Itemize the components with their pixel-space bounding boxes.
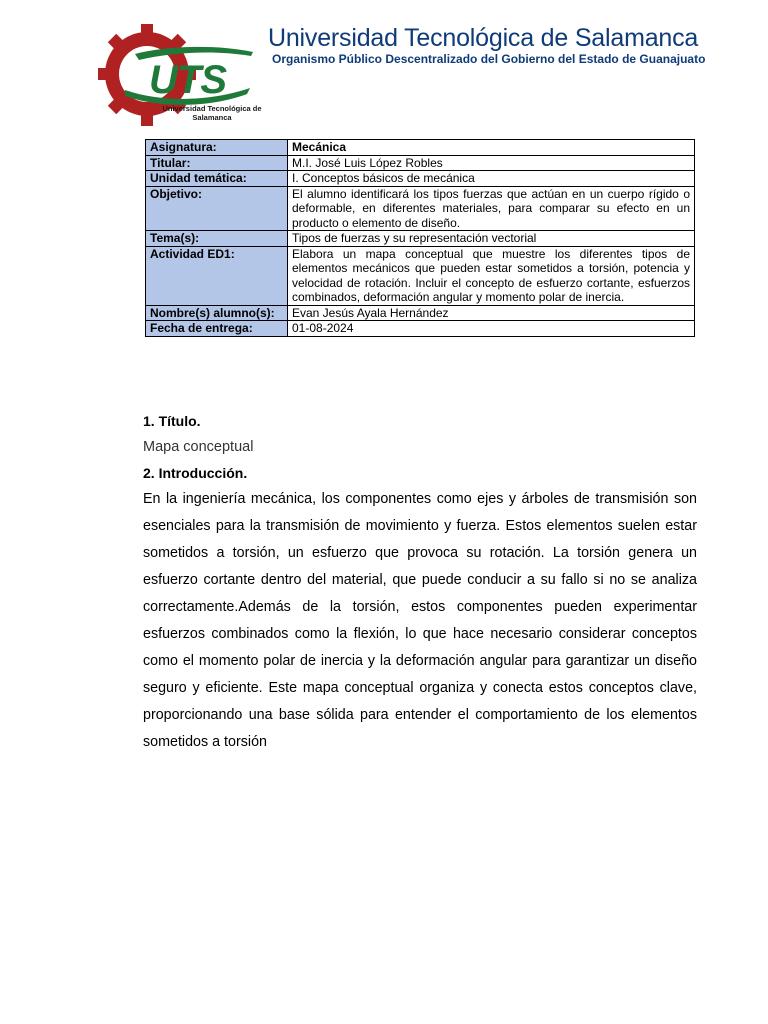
section-intro-paragraph: En la ingeniería mecánica, los componentes como ejes y árboles de transmisión son esenciales para la transmisión de movimiento y fuerza. Estos elementos suelen estar sometidos a torsión, un esfuerzo que provoca su rotación. La torsión genera un esfuerzo cortante dentro del material, que puede conducir a su fallo si no se analiza correctamente.Además de la torsión, estos componentes pueden experimentar esfuerzos combinados como la flexión, lo que hace necesario considerar conceptos como el momento polar de inercia y la deformación angular para garantizar un diseño seguro y eficiente. Este mapa conceptual organiza y conecta estos conceptos clave, proporcionando una base sólida para entender el comportamiento de los elementos sometidos a torsión: [143, 491, 697, 750]
table-row: [146, 231, 695, 247]
table-row: [146, 155, 695, 171]
university-logo: [95, 20, 265, 130]
row-label: Titular:: [146, 155, 288, 171]
row-label: Actividad ED1:: [146, 246, 288, 305]
table-row: [146, 140, 695, 156]
table-row: [146, 186, 695, 231]
row-value: Tipos de fuerzas y su representación vectorial: [288, 231, 695, 247]
row-label: Unidad temática:: [146, 171, 288, 187]
logo-caption: Universidad Tecnológica de Salamanca: [162, 104, 262, 122]
university-title: Universidad Tecnológica de Salamanca: [268, 24, 699, 52]
section-intro-heading: 2. Introducción.: [143, 465, 248, 481]
row-value: M.I. José Luis López Robles: [288, 155, 695, 171]
row-label: Asignatura:: [146, 140, 288, 156]
row-label: Tema(s):: [146, 231, 288, 247]
row-label: Nombre(s) alumno(s):: [146, 305, 288, 321]
section-title-text: Mapa conceptual: [143, 439, 254, 455]
table-row: [146, 171, 695, 187]
row-value: Mecánica: [288, 140, 695, 156]
row-value: El alumno identificará los tipos fuerzas que actúan en un cuerpo rígido o deformable, en diferentes materiales, para comparar su efecto en un producto o elemento de diseño.: [288, 186, 695, 231]
document-body: [143, 410, 697, 756]
university-subtitle: Organismo Público Descentralizado del Gobierno del Estado de Guanajuato: [272, 52, 706, 66]
row-label: Objetivo:: [146, 186, 288, 231]
row-value: 01-08-2024: [288, 321, 695, 337]
course-info-table: [145, 139, 695, 337]
row-value: Elabora un mapa conceptual que muestre los diferentes tipos de elementos mecánicos que pueden estar sometidos a torsión, potencia y velocidad de rotación. Incluir el concepto de esfuerzo cortante, esfuerzos combinados, deformación angular y momento polar de inercia.: [288, 246, 695, 305]
table-row: [146, 321, 695, 337]
logo-short-text: UTS: [149, 58, 226, 102]
row-value: I. Conceptos básicos de mecánica: [288, 171, 695, 187]
row-value: Evan Jesús Ayala Hernández: [288, 305, 695, 321]
table-row: [146, 305, 695, 321]
row-label: Fecha de entrega:: [146, 321, 288, 337]
section-title-heading: 1. Título.: [143, 413, 201, 429]
table-row: [146, 246, 695, 305]
